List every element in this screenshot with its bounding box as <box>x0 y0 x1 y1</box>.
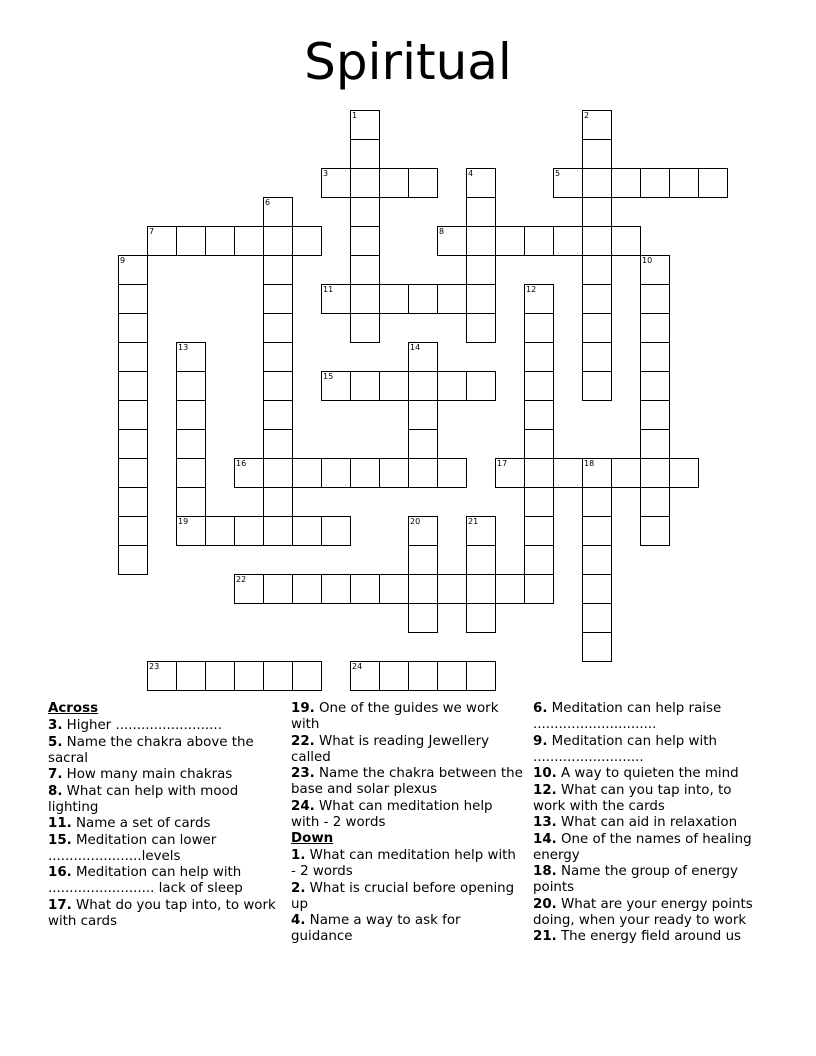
grid-cell[interactable] <box>118 342 148 372</box>
grid-cell[interactable] <box>263 487 293 517</box>
grid-cell[interactable] <box>263 516 293 546</box>
grid-cell[interactable] <box>147 226 177 256</box>
clue-item <box>291 734 523 766</box>
clue-item <box>533 929 765 945</box>
clue-text: What can meditation help with - 2 words <box>291 848 516 879</box>
grid-cell[interactable] <box>437 226 467 256</box>
grid-cell[interactable] <box>408 458 438 488</box>
grid-cell[interactable] <box>147 661 177 691</box>
grid-cell[interactable] <box>524 458 554 488</box>
grid-cell[interactable] <box>466 313 496 343</box>
clue-number: 6. <box>533 701 548 716</box>
grid-cell[interactable] <box>176 400 206 430</box>
grid-cell[interactable] <box>640 400 670 430</box>
clue-number: 21. <box>533 929 557 944</box>
grid-cell[interactable] <box>582 632 612 662</box>
grid-cell[interactable] <box>524 400 554 430</box>
grid-cell[interactable] <box>640 313 670 343</box>
clue-item <box>533 832 765 864</box>
grid-cell[interactable] <box>263 661 293 691</box>
clue-number: 20. <box>533 896 557 912</box>
clues-column-1 <box>48 701 280 930</box>
cell-number: 20 <box>410 517 421 526</box>
clue-item <box>48 833 280 865</box>
grid-cell[interactable] <box>321 371 351 401</box>
grid-cell[interactable] <box>582 255 612 285</box>
grid-cell[interactable] <box>582 574 612 604</box>
clue-item <box>48 898 280 930</box>
grid-cell[interactable] <box>408 400 438 430</box>
clue-item <box>48 735 280 767</box>
grid-cell[interactable] <box>495 226 525 256</box>
grid-cell[interactable] <box>118 284 148 314</box>
grid-cell[interactable] <box>379 168 409 198</box>
clue-item <box>533 734 765 766</box>
grid-cell[interactable] <box>350 574 380 604</box>
grid-cell[interactable] <box>350 458 380 488</box>
clue-item <box>48 767 280 783</box>
puzzle-title: Spiritual <box>304 33 512 91</box>
clue-number: 24. <box>291 798 315 814</box>
grid-cell[interactable] <box>640 342 670 372</box>
grid-cell[interactable] <box>408 168 438 198</box>
cell-number: 18 <box>584 459 595 468</box>
grid-cell[interactable] <box>640 168 670 198</box>
grid-cell[interactable] <box>263 400 293 430</box>
cell-number: 4 <box>468 169 474 178</box>
grid-cell[interactable] <box>524 487 554 517</box>
grid-cell[interactable] <box>321 168 351 198</box>
clue-number: 22. <box>291 733 315 749</box>
clue-item <box>533 701 765 733</box>
clue-number: 10. <box>533 766 557 781</box>
clue-text: What can help with mood lighting <box>48 783 239 815</box>
grid-cell[interactable] <box>321 574 351 604</box>
grid-cell[interactable] <box>234 226 264 256</box>
grid-cell[interactable] <box>292 226 322 256</box>
cell-number: 11 <box>323 285 334 294</box>
clue-number: 9. <box>533 733 548 749</box>
clue-number: 1. <box>291 848 306 863</box>
grid-cell[interactable] <box>466 255 496 285</box>
grid-cell[interactable] <box>292 458 322 488</box>
grid-cell[interactable] <box>408 661 438 691</box>
grid-cell[interactable] <box>321 458 351 488</box>
grid-cell[interactable] <box>582 545 612 575</box>
clue-number: 7. <box>48 767 63 782</box>
cell-number: 9 <box>120 256 126 265</box>
clue-number: 23. <box>291 766 315 781</box>
grid-cell[interactable] <box>640 429 670 459</box>
cell-number: 6 <box>265 198 271 207</box>
grid-cell[interactable] <box>466 661 496 691</box>
grid-cell[interactable] <box>263 429 293 459</box>
clue-item <box>291 766 523 798</box>
clue-number: 18. <box>533 864 557 879</box>
clue-number: 4. <box>291 913 306 928</box>
grid-cell[interactable] <box>292 574 322 604</box>
grid-cell[interactable] <box>640 458 670 488</box>
grid-cell[interactable] <box>466 603 496 633</box>
grid-cell[interactable] <box>118 458 148 488</box>
grid-cell[interactable] <box>553 458 583 488</box>
grid-cell[interactable] <box>263 255 293 285</box>
grid-cell[interactable] <box>263 342 293 372</box>
grid-cell[interactable] <box>118 429 148 459</box>
grid-cell[interactable] <box>292 516 322 546</box>
clue-text: How many main chakras <box>66 767 233 782</box>
grid-cell[interactable] <box>669 168 699 198</box>
grid-cell[interactable] <box>350 226 380 256</box>
clue-text: What can aid in relaxation <box>561 815 738 830</box>
grid-cell[interactable] <box>118 516 148 546</box>
cell-number: 12 <box>526 285 537 294</box>
grid-cell[interactable] <box>408 284 438 314</box>
clue-item <box>48 718 280 734</box>
grid-cell[interactable] <box>582 168 612 198</box>
grid-cell[interactable] <box>582 284 612 314</box>
clue-text: Higher ......................... <box>66 718 222 733</box>
grid-cell[interactable] <box>263 313 293 343</box>
clue-item <box>48 784 280 816</box>
grid-cell[interactable] <box>263 574 293 604</box>
grid-cell[interactable] <box>118 313 148 343</box>
grid-cell[interactable] <box>582 516 612 546</box>
clue-item <box>48 865 280 897</box>
grid-cell[interactable] <box>582 226 612 256</box>
grid-cell[interactable] <box>408 603 438 633</box>
grid-cell[interactable] <box>611 168 641 198</box>
clue-text: Meditation can lower ......................levels <box>48 832 217 864</box>
grid-cell[interactable] <box>524 284 554 314</box>
clue-text: Meditation can help with ......................... lack of sleep <box>48 865 243 896</box>
clue-number: 17. <box>48 897 72 913</box>
grid-cell[interactable] <box>524 313 554 343</box>
grid-cell[interactable] <box>408 429 438 459</box>
grid-cell[interactable] <box>379 284 409 314</box>
clue-item <box>533 766 765 782</box>
grid-cell[interactable] <box>466 284 496 314</box>
grid-cell[interactable] <box>582 139 612 169</box>
clue-text: The energy field around us <box>561 929 742 944</box>
clue-number: 5. <box>48 734 63 750</box>
grid-cell[interactable] <box>640 487 670 517</box>
grid-cell[interactable] <box>408 342 438 372</box>
grid-cell[interactable] <box>466 226 496 256</box>
clue-number: 13. <box>533 815 557 830</box>
grid-cell[interactable] <box>640 284 670 314</box>
grid-cell[interactable] <box>379 371 409 401</box>
grid-cell[interactable] <box>582 197 612 227</box>
grid-cell[interactable] <box>176 371 206 401</box>
clue-item <box>48 816 280 832</box>
grid-cell[interactable] <box>350 313 380 343</box>
grid-cell[interactable] <box>350 139 380 169</box>
grid-cell[interactable] <box>466 197 496 227</box>
clue-number: 15. <box>48 832 72 848</box>
grid-cell[interactable] <box>640 255 670 285</box>
grid-cell[interactable] <box>118 371 148 401</box>
grid-cell[interactable] <box>466 516 496 546</box>
clue-item <box>533 897 765 929</box>
clue-item <box>533 864 765 896</box>
grid-cell[interactable] <box>553 168 583 198</box>
clue-number: 12. <box>533 782 557 798</box>
grid-cell[interactable] <box>524 516 554 546</box>
grid-cell[interactable] <box>466 545 496 575</box>
grid-cell[interactable] <box>582 371 612 401</box>
grid-cell[interactable] <box>205 226 235 256</box>
grid-cell[interactable] <box>118 545 148 575</box>
cell-number: 19 <box>178 517 189 526</box>
grid-cell[interactable] <box>698 168 728 198</box>
grid-cell[interactable] <box>263 284 293 314</box>
grid-cell[interactable] <box>611 458 641 488</box>
grid-cell[interactable] <box>408 545 438 575</box>
grid-cell[interactable] <box>582 313 612 343</box>
grid-cell[interactable] <box>176 661 206 691</box>
clue-text: One of the names of healing energy <box>533 831 752 863</box>
cell-number: 24 <box>352 662 363 671</box>
grid-cell[interactable] <box>350 110 380 140</box>
clue-text: Name the chakra between the base and solar plexus <box>291 766 523 797</box>
grid-cell[interactable] <box>321 516 351 546</box>
clue-number: 11. <box>48 816 72 831</box>
grid-cell[interactable] <box>234 661 264 691</box>
grid-cell[interactable] <box>408 516 438 546</box>
cell-number: 21 <box>468 517 479 526</box>
clue-text: Name a set of cards <box>76 816 211 831</box>
cell-number: 23 <box>149 662 160 671</box>
grid-cell[interactable] <box>466 168 496 198</box>
grid-cell[interactable] <box>234 516 264 546</box>
clue-number: 8. <box>48 783 63 799</box>
clue-text: What can meditation help with - 2 words <box>291 798 493 830</box>
clue-item <box>533 783 765 815</box>
grid-cell[interactable] <box>118 255 148 285</box>
grid-cell[interactable] <box>176 429 206 459</box>
grid-cell[interactable] <box>582 603 612 633</box>
grid-cell[interactable] <box>350 197 380 227</box>
grid-cell[interactable] <box>437 371 467 401</box>
grid-cell[interactable] <box>350 371 380 401</box>
clue-text: One of the guides we work with <box>291 701 499 732</box>
grid-cell[interactable] <box>350 284 380 314</box>
clue-text: What is reading Jewellery called <box>291 733 489 765</box>
grid-cell[interactable] <box>582 342 612 372</box>
cell-number: 14 <box>410 343 421 352</box>
grid-cell[interactable] <box>524 429 554 459</box>
cell-number: 1 <box>352 111 358 120</box>
clue-number: 2. <box>291 880 306 896</box>
grid-cell[interactable] <box>205 661 235 691</box>
grid-cell[interactable] <box>466 371 496 401</box>
clue-number: 3. <box>48 718 63 733</box>
clue-item <box>291 701 523 733</box>
down-heading: Down <box>291 831 334 846</box>
cell-number: 5 <box>555 169 561 178</box>
clue-text: Meditation can help raise ............................. <box>533 701 722 732</box>
clue-item <box>291 881 523 913</box>
grid-cell[interactable] <box>466 574 496 604</box>
clue-text: Name a way to ask for guidance <box>291 913 461 944</box>
clue-text: Name the group of energy points <box>533 864 738 895</box>
grid-cell[interactable] <box>640 516 670 546</box>
cell-number: 15 <box>323 372 334 381</box>
across-heading: Across <box>48 701 99 716</box>
clue-text: What are your energy points doing, when your ready to work <box>533 896 753 928</box>
cell-number: 13 <box>178 343 189 352</box>
cell-number: 8 <box>439 227 445 236</box>
clue-text: What can you tap into, to work with the cards <box>533 782 732 814</box>
grid-cell[interactable] <box>118 400 148 430</box>
grid-cell[interactable] <box>379 574 409 604</box>
clue-text: Meditation can help with .......................... <box>533 733 717 765</box>
cell-number: 2 <box>584 111 590 120</box>
grid-cell[interactable] <box>176 226 206 256</box>
grid-cell[interactable] <box>524 342 554 372</box>
grid-cell[interactable] <box>582 458 612 488</box>
grid-cell[interactable] <box>669 458 699 488</box>
cell-number: 17 <box>497 459 508 468</box>
grid-cell[interactable] <box>495 458 525 488</box>
grid-cell[interactable] <box>263 226 293 256</box>
cell-number: 3 <box>323 169 329 178</box>
grid-cell[interactable] <box>408 371 438 401</box>
grid-cell[interactable] <box>234 458 264 488</box>
grid-cell[interactable] <box>437 661 467 691</box>
grid-cell[interactable] <box>437 574 467 604</box>
grid-cell[interactable] <box>176 487 206 517</box>
grid-cell[interactable] <box>350 168 380 198</box>
grid-cell[interactable] <box>524 226 554 256</box>
grid-cell[interactable] <box>205 516 235 546</box>
cell-number: 10 <box>642 256 653 265</box>
clue-item <box>291 848 523 880</box>
clue-text: What is crucial before opening up <box>291 880 515 912</box>
grid-cell[interactable] <box>640 371 670 401</box>
grid-cell[interactable] <box>524 371 554 401</box>
grid-cell[interactable] <box>524 574 554 604</box>
clue-item <box>533 815 765 831</box>
clue-number: 16. <box>48 865 72 880</box>
grid-cell[interactable] <box>263 371 293 401</box>
grid-cell[interactable] <box>350 255 380 285</box>
grid-cell[interactable] <box>234 574 264 604</box>
clue-text: What do you tap into, to work with cards <box>48 897 276 929</box>
grid-cell[interactable] <box>321 284 351 314</box>
clues-column-3 <box>533 701 765 946</box>
clue-item <box>291 799 523 831</box>
clue-number: 14. <box>533 831 557 847</box>
grid-cell[interactable] <box>582 487 612 517</box>
grid-cell[interactable] <box>379 458 409 488</box>
grid-cell[interactable] <box>379 661 409 691</box>
cell-number: 16 <box>236 459 247 468</box>
grid-cell[interactable] <box>582 110 612 140</box>
grid-cell[interactable] <box>611 226 641 256</box>
grid-cell[interactable] <box>176 516 206 546</box>
grid-cell[interactable] <box>118 487 148 517</box>
grid-cell[interactable] <box>408 574 438 604</box>
clue-item <box>291 913 523 945</box>
grid-cell[interactable] <box>437 284 467 314</box>
grid-cell[interactable] <box>350 661 380 691</box>
grid-cell[interactable] <box>292 661 322 691</box>
grid-cell[interactable] <box>553 226 583 256</box>
grid-cell[interactable] <box>263 458 293 488</box>
clues-column-2 <box>291 701 523 946</box>
cell-number: 7 <box>149 227 155 236</box>
grid-cell[interactable] <box>263 197 293 227</box>
clue-text: A way to quieten the mind <box>561 766 739 781</box>
grid-cell[interactable] <box>176 342 206 372</box>
clue-number: 19. <box>291 701 315 716</box>
clue-text: Name the chakra above the sacral <box>48 734 254 766</box>
grid-cell[interactable] <box>495 574 525 604</box>
grid-cell[interactable] <box>176 458 206 488</box>
grid-cell[interactable] <box>524 545 554 575</box>
cell-number: 22 <box>236 575 247 584</box>
grid-cell[interactable] <box>437 458 467 488</box>
